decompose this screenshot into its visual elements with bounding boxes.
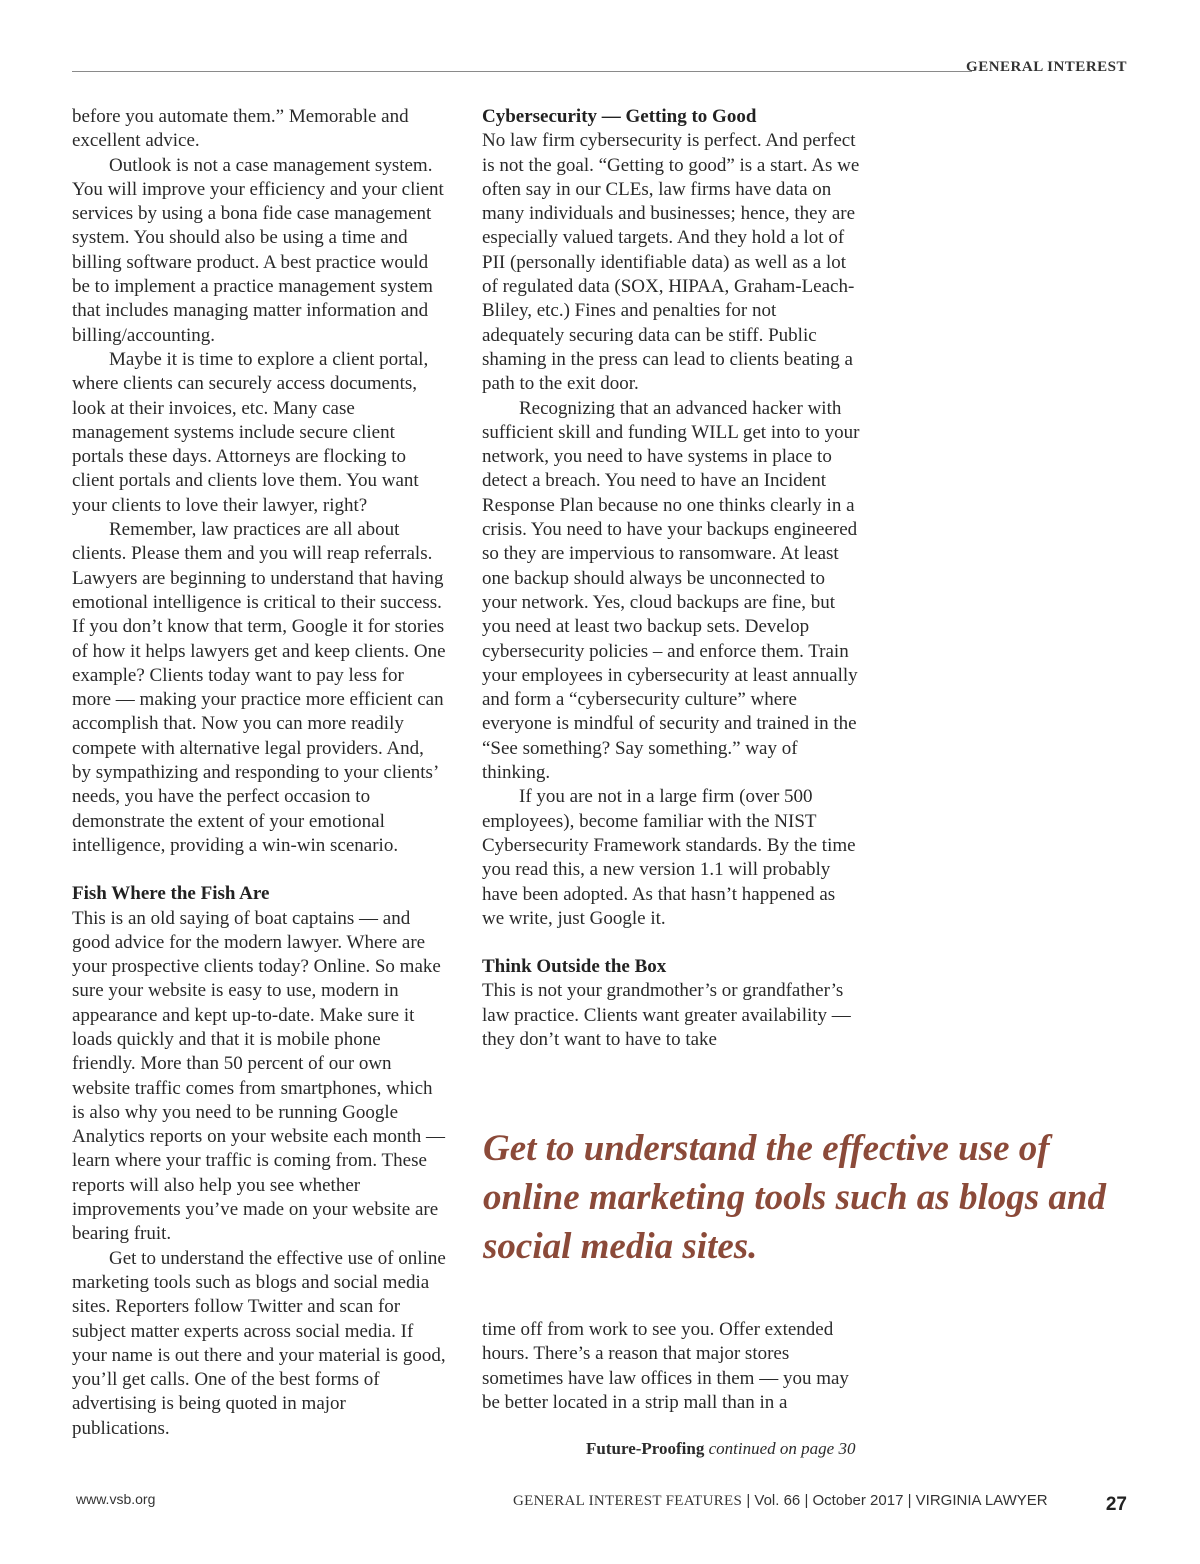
heading-fish-where-the-fish-are: Fish Where the Fish Are [72,883,270,905]
left-paragraph-5: This is an old saying of boat captains — and good advice for the modern lawyer. Where are your prospective clients today? Online. So make sure your website is easy to use, modern in appearance and kept up-to-date. Make sure it loads quickly and that it is mobile phone friendly. More than 50 percent of our own website traffic comes from smartphones, which is also why you need to be running Google Analytics reports on your website each month — learn where your traffic is coming from. These reports will also help you see whether improvements you’ve made on your website are bearing fruit. [72,907,446,1245]
footer-separator: | [800,1492,813,1509]
continued-title: Future-Proofing [586,1439,705,1458]
heading-cybersecurity: Cybersecurity — Getting to Good [482,106,757,127]
right-paragraph-3: If you are not in a large firm (over 500 employees), become familiar with the NIST Cybersecurity Framework standards. By the time you read this, a new version 1.1 will probably have been adopted. As that hasn’t happened as we write, just Google it. [482,786,856,929]
continued-note [586,1439,855,1459]
right-column-bottom [482,1318,860,1415]
left-paragraph-2: Outlook is not a case management system. You will improve your efficiency and your client services by using a bona fide case management system. You should also be using a time and billing software product. A best practice would be to implement a practice management system that includes managing matter information and billing/accounting. [72,154,444,346]
left-paragraph-6: Get to understand the effective use of online marketing tools such as blogs and social media sites. Reporters follow Twitter and scan for subject matter experts across social media. If your name is out there and your material is good, you’ll get calls. One of the best forms of advertising is being quoted in major publications. [72,1247,446,1439]
footer-publication: VIRGINIA LAWYER [915,1492,1048,1509]
section-label: GENERAL INTEREST [966,59,1127,75]
footer-url: www.vsb.org [76,1491,156,1507]
footer-section: GENERAL INTEREST FEATURES [513,1493,743,1509]
left-paragraph-4: Remember, law practices are all about clients. Please them and you will reap referrals. Lawyers are beginning to understand that having emotional intelligence is critical to their success. If you don’t know that term, Google it for stories of how it helps lawyers get and keep clients. One example? Clients today want to pay less for more — making your practice more efficient can accomplish that. Now you can more readily compete with alternative legal providers. And, by sympathizing and responding to your clients’ needs, you have the perfect occasion to demonstrate the extent of your emotional intelligence, providing a win-win scenario. [72,519,446,856]
right-paragraph-2: Recognizing that an advanced hacker with sufficient skill and funding WILL get into to your network, you need to have systems in place to detect a breach. You need to have an Incident Response Plan because no one thinks clearly in a crisis. You need to have your backups engineered so they are impervious to ransomware. At least one backup should always be unconnected to your network. Yes, cloud backups are fine, but you need at least two backup sets. Develop cybersecurity policies – and enforce them. Train your employees in cybersecurity at least annually and form a “cybersecurity culture” where everyone is mindful of security and trained in the “See something? Say something.” way of thinking. [482,397,860,784]
right-paragraph-4a: This is not your grandmother’s or grandfather’s law practice. Clients want greater availability — they don’t want to have to take [482,980,851,1050]
right-column-top [482,105,860,1052]
header-rule [72,71,972,72]
pull-quote: Get to understand the effective use of online marketing tools such as blogs and social media sites. [483,1128,1106,1267]
continued-page-note: continued on page 30 [704,1439,856,1458]
right-paragraph-4b: time off from work to see you. Offer extended hours. There’s a reason that major stores sometimes have law offices in them — you may be better located in a strip mall than in a [482,1319,849,1413]
footer-volume: Vol. 66 [754,1492,801,1509]
left-column [72,105,447,1441]
footer-separator: | [742,1492,755,1509]
footer-separator: | [903,1492,916,1509]
left-paragraph-1: before you automate them.” Memorable and excellent advice. [72,106,409,152]
footer-publication-line [513,1492,1048,1510]
page-number: 27 [1105,1494,1127,1515]
left-paragraph-3: Maybe it is time to explore a client portal, where clients can securely access documents, look at their invoices, etc. Many case management systems include secure client portals these days. Attorneys are flocking to client portals and clients love them. You want your clients to love their lawyer, right? [72,348,429,516]
footer-date: October 2017 [812,1492,904,1509]
right-paragraph-1: No law firm cybersecurity is perfect. And perfect is not the goal. “Getting to good” is a start. As we often say in our CLEs, law firms have data on many individuals and businesses; hence, they are especially valued targets. And they hold a lot of PII (personally identifiable data) as well as a lot of regulated data (SOX, HIPAA, Graham-Leach-Bliley, etc.) Fines and penalties for not adequately securing data can be stiff. Public shaming in the press can lead to clients beating a path to the exit door. [482,130,860,395]
heading-think-outside-the-box: Think Outside the Box [482,956,667,978]
